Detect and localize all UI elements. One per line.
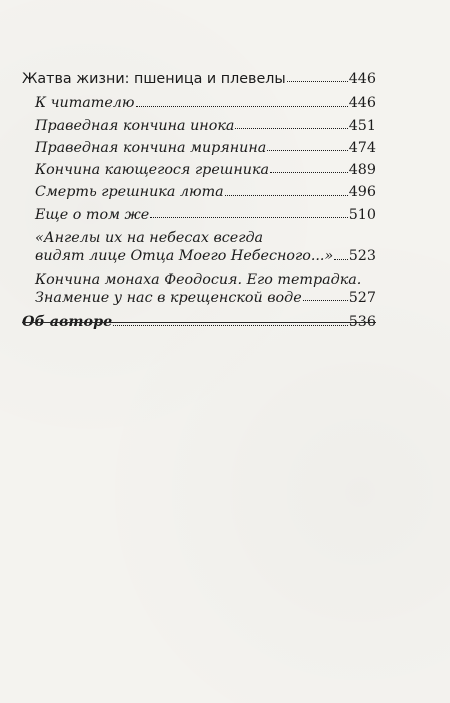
leader-dots (334, 259, 347, 260)
toc-entry (35, 163, 376, 177)
toc-entry-label: К читателю (35, 95, 135, 112)
leader-dots (235, 128, 347, 129)
leader-dots (150, 217, 348, 218)
leader-dots (303, 300, 348, 301)
leader-dots (113, 325, 348, 326)
toc-entry-page: 510 (348, 206, 376, 223)
toc-entry (35, 185, 376, 199)
toc-entry-page: 474 (348, 139, 376, 156)
toc-entry-page: 446 (348, 95, 376, 112)
toc-entry-label: Кончина кающегося грешника (35, 162, 270, 179)
toc-entry (35, 291, 376, 305)
toc-entry-page: 451 (348, 117, 376, 134)
toc-entry-label: видят лице Отца Моего Небесного...» (35, 248, 334, 265)
toc-entry (35, 119, 376, 133)
toc-entry-label: Еще о том же (35, 206, 150, 223)
toc-entry-label: Смерть грешника люта (35, 184, 224, 201)
toc-entry-label: Об авторе (22, 314, 113, 331)
toc-entry-page: 489 (348, 162, 376, 179)
toc-entry-section (22, 72, 376, 86)
toc-entry (35, 249, 376, 263)
toc-entry-label: Жатва жизни: пшеница и плевелы (22, 71, 286, 87)
toc-entry-page: 446 (348, 71, 376, 87)
toc-entry-line1: Кончина монаха Феодосия. Его тетрадка. (35, 271, 362, 288)
toc-entry (35, 208, 376, 222)
toc-entry-page: 523 (348, 248, 376, 265)
toc-entry (35, 141, 376, 155)
bottom-rule (22, 322, 376, 323)
table-of-contents (22, 72, 376, 330)
toc-entry-label: Праведная кончина мирянина (35, 139, 267, 156)
leader-dots (225, 195, 348, 196)
leader-dots (270, 172, 348, 173)
toc-entry (35, 96, 376, 110)
toc-entry-label: Праведная кончина инока (35, 117, 235, 134)
leader-dots (267, 150, 347, 151)
leader-dots (136, 106, 348, 107)
toc-entry-page: 496 (348, 184, 376, 201)
toc-entry-page: 536 (348, 314, 376, 331)
toc-entry-line1: «Ангелы их на небесах всегда (35, 230, 264, 247)
leader-dots (287, 81, 348, 82)
toc-entry-page: 527 (348, 289, 376, 306)
toc-entry-label: Знамение у нас в крещенской воде (35, 289, 302, 306)
